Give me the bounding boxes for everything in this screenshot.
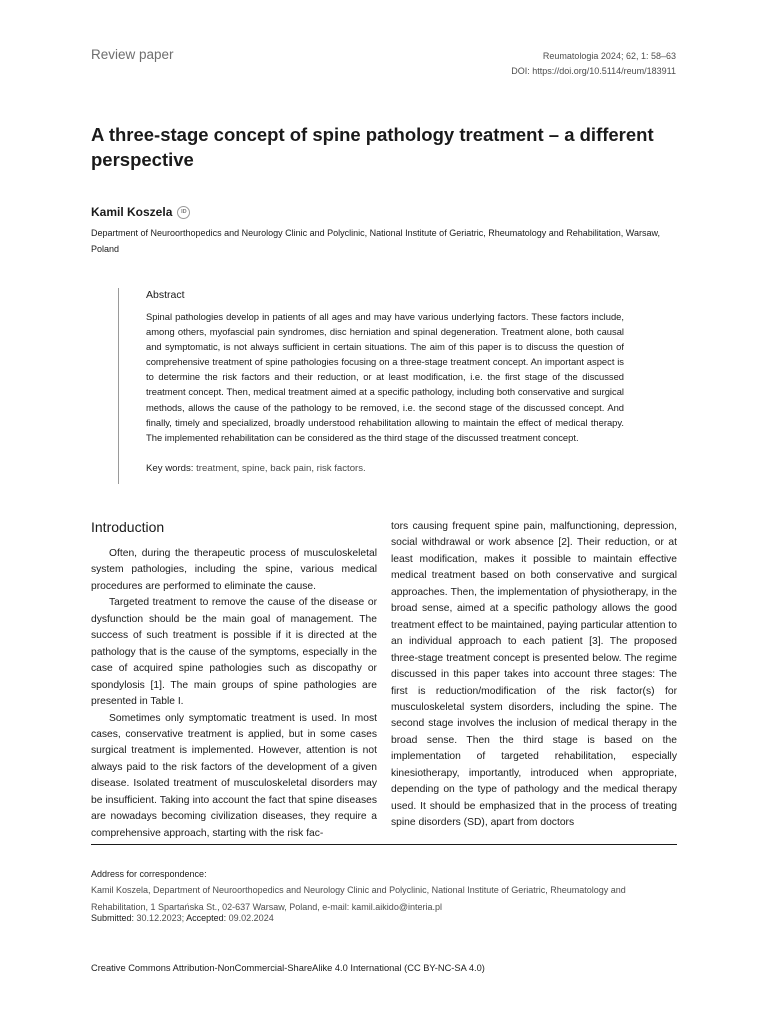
orcid-icon[interactable]: ID	[177, 206, 190, 219]
footnote-divider	[91, 844, 677, 845]
keywords-value: treatment, spine, back pain, risk factors.	[196, 463, 366, 474]
body-column-right	[391, 519, 677, 832]
citation: Reumatologia 2024; 62, 1: 58–63	[542, 51, 676, 61]
article-title: A three-stage concept of spine pathology treatment – a different perspective	[91, 124, 654, 170]
paragraph: Targeted treatment to remove the cause of the disease or dysfunction should be the main goal of management. The success of such treatment is possible if it is directed at the pathology that is the cause of the symptoms, especially in the case of acquired spine pathologies such as discopathy or spondylosis [1]. The main groups of spine pathologies are presented in Table I.	[91, 597, 377, 708]
author-name: Kamil Koszela	[91, 205, 173, 219]
submission-dates	[91, 913, 274, 923]
affiliation: Department of Neuroorthopedics and Neurology Clinic and Polyclinic, National Institute of Geriatric, Rheumatology and Rehabilitation, Warsaw, Poland	[91, 228, 660, 254]
author-line	[91, 205, 190, 219]
paragraph: Often, during the therapeutic process of musculoskeletal system pathologies, including the spine, various medical procedures are performed to eliminate the cause.	[91, 548, 377, 592]
abstract-heading: Abstract	[146, 289, 185, 301]
paragraph: tors causing frequent spine pain, malfunctioning, depression, social withdrawal or work absence [2]. Their reduction, or at least modification, makes it possible to maintain effective medical treatment based on both conservative and surgical approaches. Then, the implementation of physiotherapy, in the broad sense, aimed at a specific pathology allows the good treatment effect to be maintained, paying particular attention to an individual approach to each patient [3]. The proposed three-stage treatment concept is presented below. The regime discussed in this paper takes into account three stages: The first is reduction/modification of the risk factor(s) for musculoskeletal system disorders, including the spine. The second stage involves the inclusion of medical therapy in the broad sense. Then the third stage is based on the implementation of targeted rehabilitation, especially kinesiotherapy, importantly, introduced when appropriate, depending on the type of pathology and the medical therapy used. It should be emphasized that in the process of treating spine disorders (SD), apart from doctors	[391, 521, 677, 829]
keywords-label: Key words:	[146, 463, 194, 474]
section-heading-introduction: Introduction	[91, 519, 165, 535]
abstract-text: Spinal pathologies develop in patients of all ages and may have various underlying factors. These factors include, among others, myofascial pain syndromes, disc herniation and spinal degeneration. Treatment alone, both causal and symptomatic, is not always sufficient in certain situations. The aim of this paper is to discuss the question of comprehensive treatment of spine pathologies focusing on a three-stage treatment concept. An important aspect is to determine the risk factors and their reduction, or at least modification, i.e. the first stage of the discussed treatment concept. Then, medical treatment aimed at a specific pathology, including both conservative and surgical methods, allows the cause of the pathology to be removed, i.e. the second stage of the discussed concept. And finally, timely and specialized, broadly understood rehabilitation allowing to maintain the effect of medical therapy. The implemented rehabilitation can be considered as the third stage of the discussed treatment concept.	[146, 311, 624, 443]
section-label: Review paper	[91, 47, 174, 62]
submitted-label: Submitted:	[91, 913, 135, 923]
correspondence-heading: Address for correspondence:	[91, 869, 207, 879]
correspondence-address: Kamil Koszela, Department of Neuroorthopedics and Neurology Clinic and Polyclinic, National Institute of Geriatric, Rheumatology and Rehabilitation, 1 Spartańska St., 02-637 Warsaw, Poland, e-mail: kamil.aikido@interia.pl	[91, 885, 626, 912]
doi-link[interactable]: DOI: https://doi.org/10.5114/reum/183911	[511, 66, 676, 76]
accepted-label: Accepted:	[186, 913, 227, 923]
license-text: Creative Commons Attribution-NonCommercial-ShareAlike 4.0 International (CC BY-NC-SA 4.0)	[91, 963, 485, 973]
submitted-date: 30.12.2023;	[136, 913, 185, 923]
body-column-left	[91, 546, 377, 842]
journal-meta	[511, 49, 676, 79]
accepted-date: 09.02.2024	[228, 913, 274, 923]
paragraph: Sometimes only symptomatic treatment is used. In most cases, conservative treatment is applied, but in some cases surgical treatment is implemented. However, attention is not always paid to the risk factors of the development of a given disease. Isolated treatment of musculoskeletal disorders may be insufficient. Taking into account the fact that spine diseases are nowadays becoming civilization diseases, they require a comprehensive approach, starting with the risk fac-	[91, 712, 377, 839]
keywords	[146, 463, 624, 474]
